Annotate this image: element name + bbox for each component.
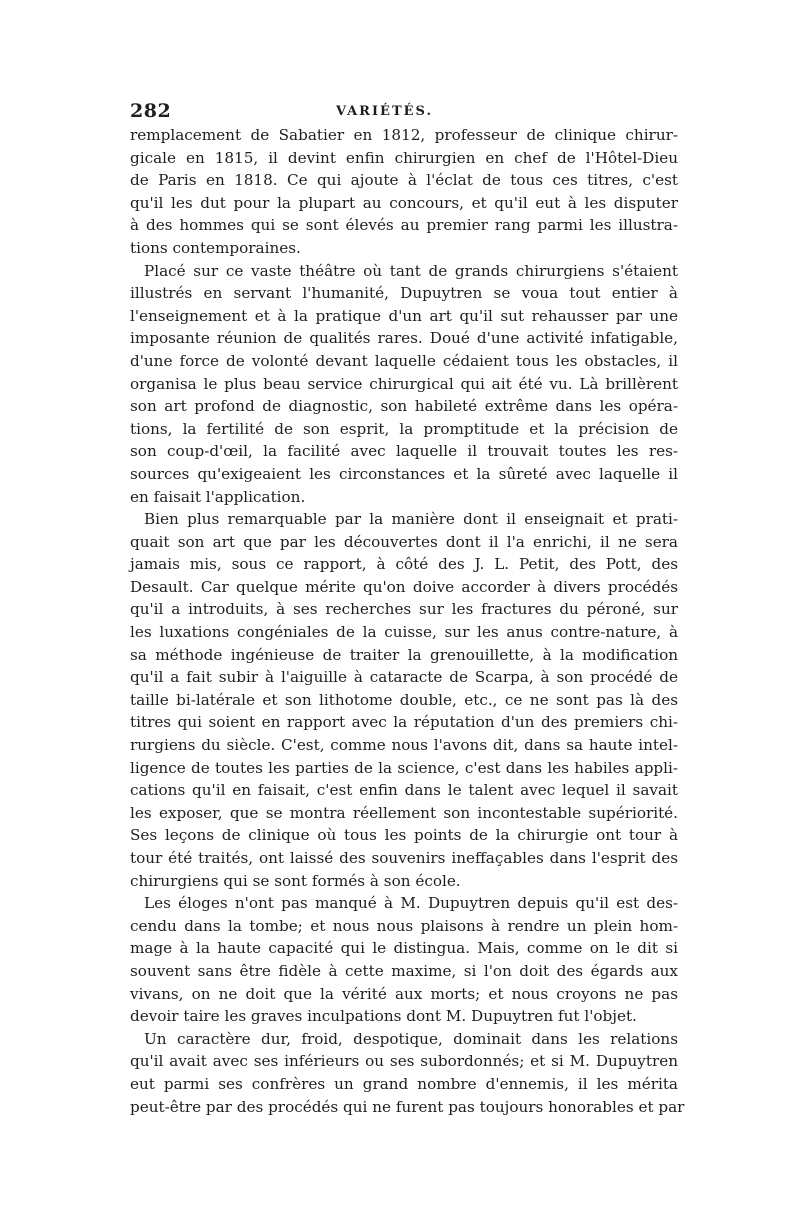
text-line: tour été traités, ont laissé des souvenirs ineffaçables dans l'esprit des — [130, 849, 678, 867]
text-line: rurgiens du siècle. C'est, comme nous l'avons dit, dans sa haute intel- — [130, 736, 678, 755]
text-line: souvent sans être fidèle à cette maxime, si l'on doit des égards aux — [130, 961, 678, 980]
text-line: tions contemporaines. — [130, 238, 301, 257]
text-line: tions, la fertilité de son esprit, la promptitude et la précision de — [130, 419, 678, 438]
text-line: sa méthode ingénieuse de traiter la grenouillette, à la modification — [130, 645, 678, 664]
text-line: Ses leçons de clinique où tous les points de la chirurgie ont tour à — [130, 826, 678, 845]
text-line: jamais mis, sous ce rapport, à côté des J. L. Petit, des Pott, des — [130, 555, 678, 574]
text-line: devoir taire les graves inculpations dont M. Dupuytren fut l'objet. — [130, 1007, 637, 1026]
text-line: qu'il les dut pour la plupart au concours, et qu'il eut à les disputer — [130, 193, 678, 212]
text-line: ligence de toutes les parties de la science, c'est dans les habiles appli- — [130, 758, 678, 777]
text-line: qu'il a introduits, à ses recherches sur les fractures du péroné, sur — [130, 600, 678, 619]
text-line: eut parmi ses confrères un grand nombre d'ennemis, il les mérita — [130, 1074, 678, 1093]
text-line: de Paris en 1818. Ce qui ajoute à l'éclat de tous ces titres, c'est — [130, 171, 678, 190]
text-line: Un caractère dur, froid, despotique, dominait dans les relations — [144, 1029, 678, 1048]
text-line: d'une force de volonté devant laquelle cédaient tous les obstacles, il — [130, 351, 678, 370]
text-line: son coup-d'œil, la facilité avec laquelle il trouvait toutes les res- — [130, 442, 678, 461]
text-line: en faisait l'application. — [130, 487, 306, 506]
text-line: taille bi-latérale et son lithotome double, etc., ce ne sont pas là des — [130, 690, 678, 709]
body-text — [130, 124, 685, 1118]
text-line: sources qu'exigeaient les circonstances et la sûreté avec laquelle il — [130, 464, 678, 483]
page-header — [130, 100, 678, 124]
text-line: mage à la haute capacité qui le distingua. Mais, comme on le dit si — [130, 939, 678, 958]
text-line: à des hommes qui se sont élevés au premier rang parmi les illustra- — [130, 216, 678, 235]
text-line: les exposer, que se montra réellement son incontestable supériorité. — [130, 803, 678, 822]
text-line: son art profond de diagnostic, son habileté extrême dans les opéra- — [130, 397, 678, 416]
text-line: illustrés en servant l'humanité, Dupuytren se voua tout entier à — [130, 284, 678, 303]
text-line: qu'il avait avec ses inférieurs ou ses subordonnés; et si M. Dupuytren — [130, 1052, 678, 1071]
running-title: VARIÉTÉS. — [336, 104, 433, 119]
text-line: gicale en 1815, il devint enfin chirurgien en chef de l'Hôtel-Dieu — [130, 148, 678, 167]
text-line: peut-être par des procédés qui ne furent pas toujours honorables et par — [130, 1097, 685, 1116]
page-number: 282 — [130, 100, 172, 122]
text-line: Placé sur ce vaste théâtre où tant de grands chirurgiens s'étaient — [144, 261, 678, 280]
text-line: titres qui soient en rapport avec la réputation d'un des premiers chi- — [130, 713, 678, 732]
text-line: les luxations congéniales de la cuisse, sur les anus contre-nature, à — [130, 623, 678, 642]
text-line: cations qu'il en faisait, c'est enfin dans le talent avec lequel il savait — [130, 781, 678, 800]
text-line: remplacement de Sabatier en 1812, professeur de clinique chirur- — [130, 126, 678, 144]
text-line: l'enseignement et à la pratique d'un art qu'il sut rehausser par une — [130, 306, 678, 325]
text-line: organisa le plus beau service chirurgical qui ait été vu. Là brillèrent — [130, 374, 678, 393]
text-line: cendu dans la tombe; et nous nous plaisons à rendre un plein hom- — [130, 916, 678, 935]
text-line: Bien plus remarquable par la manière dont il enseignait et prati- — [144, 510, 678, 529]
text-line: imposante réunion de qualités rares. Doué d'une activité infatigable, — [130, 329, 678, 348]
text-line: vivans, on ne doit que la vérité aux morts; et nous croyons ne pas — [130, 984, 678, 1003]
text-line: Desault. Car quelque mérite qu'on doive accorder à divers procédés — [130, 577, 678, 596]
text-line: quait son art que par les découvertes dont il l'a enrichi, il ne sera — [130, 532, 678, 551]
text-line: qu'il a fait subir à l'aiguille à cataracte de Scarpa, à son procédé de — [130, 668, 678, 687]
text-line: chirurgiens qui se sont formés à son école. — [130, 871, 461, 890]
text-line: Les éloges n'ont pas manqué à M. Dupuytren depuis qu'il est des- — [144, 894, 678, 913]
